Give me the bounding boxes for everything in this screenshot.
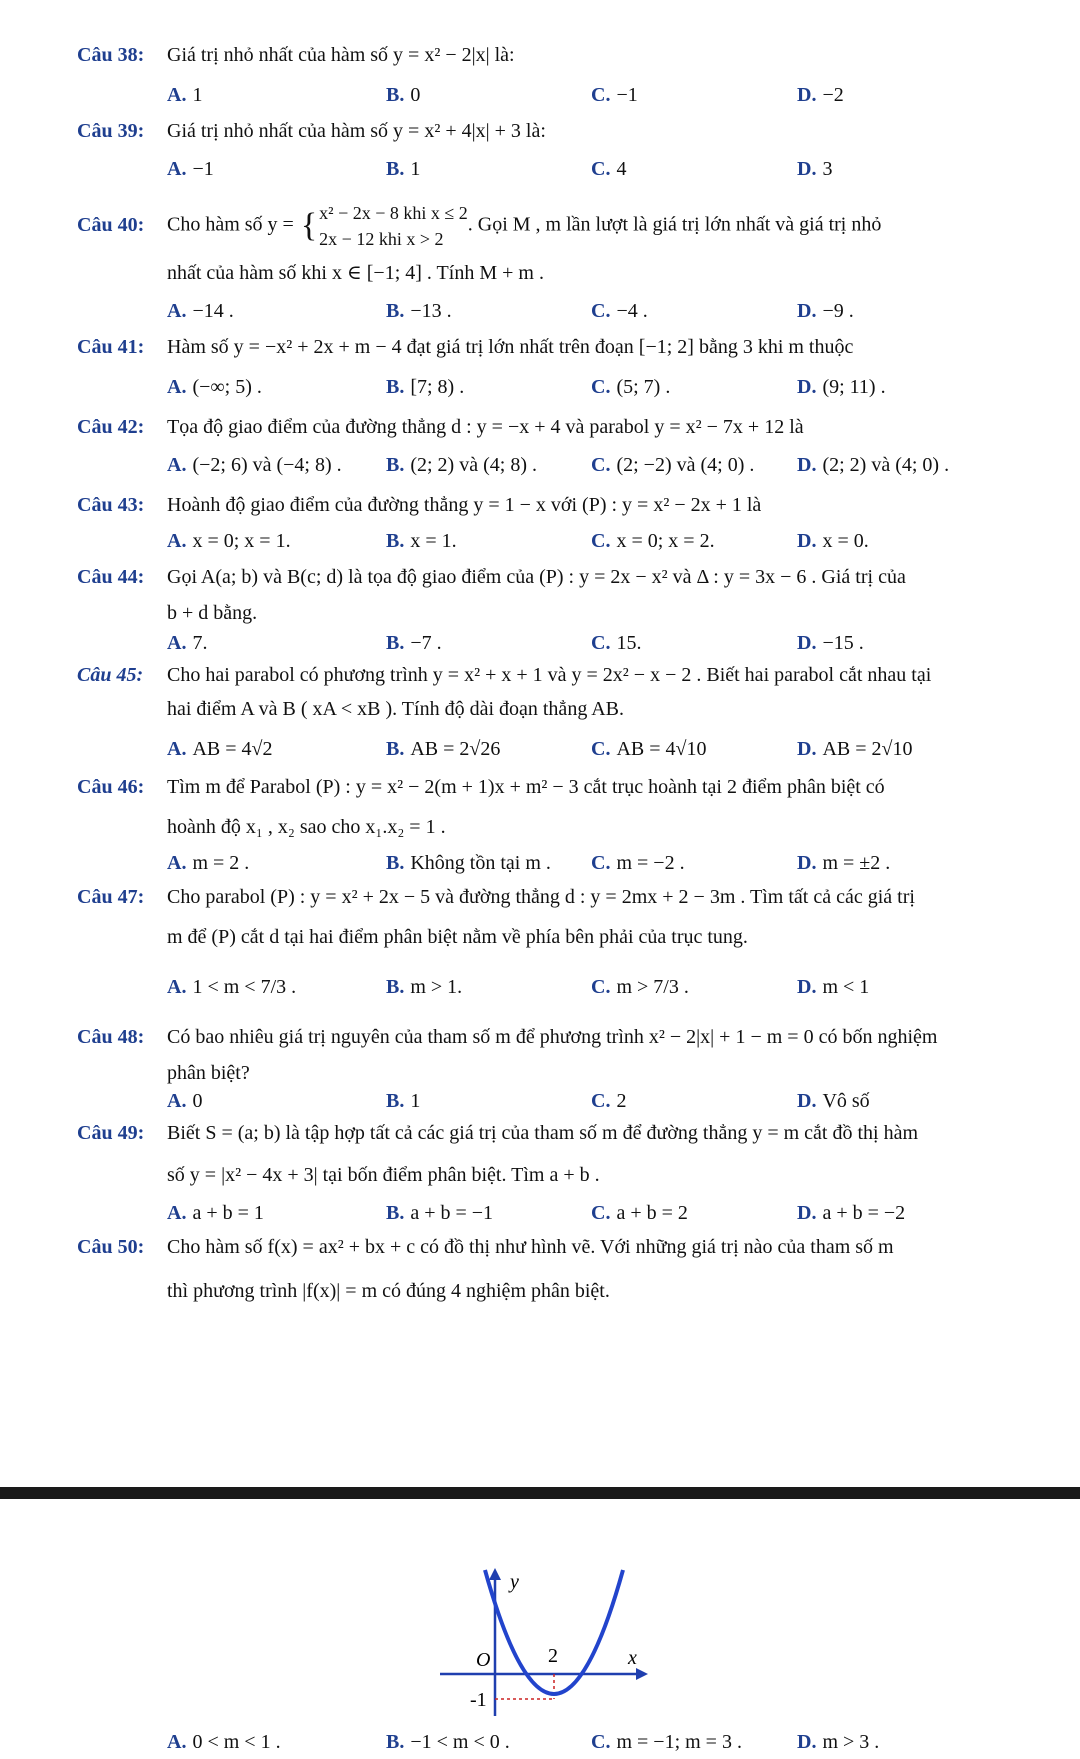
option-d[interactable]: D. Vô số <box>797 1090 870 1112</box>
question-number: Câu 43: <box>77 494 145 516</box>
question-41 <box>77 332 1002 362</box>
option-a[interactable]: A. 0 <box>167 1090 203 1112</box>
option-b[interactable]: B. (2; 2) và (4; 8) . <box>386 454 537 476</box>
question-text-cont: số y = |x² − 4x + 3| tại bốn điểm phân biệt. Tìm a + b . <box>167 1164 600 1186</box>
option-c[interactable]: C. x = 0; x = 2. <box>591 530 715 552</box>
question-40: Câu 40: Cho hàm số y = { x² − 2x − 8 khi x ≤ 2 2x − 12 khi x > 2 . Gọi M , m lần lượt là giá trị lớn nhất và giá trị nhỏ <box>77 200 1002 252</box>
question-text: Cho hàm số f(x) = ax² + bx + c có đồ thị như hình vẽ. Với những giá trị nào của tham số m <box>167 1236 894 1258</box>
question-text-cont: m để (P) cắt d tại hai điểm phân biệt nằm về phía bên phải của trục tung. <box>167 926 748 948</box>
question-number: Câu 41: <box>77 336 145 358</box>
question-text: Cho hai parabol có phương trình y = x² + x + 1 và y = 2x² − x − 2 . Biết hai parabol cắt nhau tại <box>167 664 932 686</box>
option-a[interactable]: A. (−2; 6) và (−4; 8) . <box>167 454 342 476</box>
option-a[interactable]: A. m = 2 . <box>167 852 250 874</box>
option-b[interactable]: B. −1 < m < 0 . <box>386 1731 510 1753</box>
option-b[interactable]: B. x = 1. <box>386 530 457 552</box>
option-b[interactable]: B. Không tồn tại m . <box>386 852 551 874</box>
option-b[interactable]: B. −13 . <box>386 300 452 322</box>
question-42 <box>77 412 1002 442</box>
question-text: Gọi A(a; b) và B(c; d) là tọa độ giao điểm của (P) : y = 2x − x² và Δ : y = 3x − 6 . Giá trị của <box>167 566 906 588</box>
option-c[interactable]: C. −4 . <box>591 300 648 322</box>
option-d[interactable]: D. m = ±2 . <box>797 852 891 874</box>
option-b[interactable]: B. a + b = −1 <box>386 1202 494 1224</box>
question-46 <box>77 772 1002 802</box>
question-number: Câu 45: <box>77 664 144 686</box>
option-c[interactable]: C. m = −2 . <box>591 852 685 874</box>
option-b[interactable]: B. [7; 8) . <box>386 376 465 398</box>
option-c[interactable]: C. 4 <box>591 158 627 180</box>
question-text-cont: b + d bằng. <box>167 602 258 624</box>
option-c[interactable]: C. −1 <box>591 84 638 106</box>
option-b[interactable]: B. 1 <box>386 1090 421 1112</box>
question-49 <box>77 1118 1002 1148</box>
option-d[interactable]: D. −9 . <box>797 300 854 322</box>
x-label: x <box>628 1647 637 1669</box>
tick-x-label: 2 <box>548 1645 558 1667</box>
question-number: Câu 47: <box>77 886 145 908</box>
question-number: Câu 42: <box>77 416 145 438</box>
question-number: Câu 40: <box>77 213 145 236</box>
question-text: Tọa độ giao điểm của đường thẳng d : y = −x + 4 và parabol y = x² − 7x + 12 là <box>167 416 804 438</box>
option-a[interactable]: A. −1 <box>167 158 214 180</box>
question-43 <box>77 490 1002 520</box>
question-text-cont: nhất của hàm số khi x ∈ [−1; 4] . Tính M + m . <box>167 262 544 284</box>
option-a[interactable]: A. AB = 4√2 <box>167 738 273 760</box>
option-a[interactable]: A. 7. <box>167 632 208 654</box>
question-number: Câu 48: <box>77 1026 145 1048</box>
option-c[interactable]: C. AB = 4√10 <box>591 738 707 760</box>
option-d[interactable]: D. x = 0. <box>797 530 869 552</box>
option-d[interactable]: D. (2; 2) và (4; 0) . <box>797 454 950 476</box>
question-text: Cho hàm số y = <box>167 213 294 236</box>
option-d[interactable]: D. a + b = −2 <box>797 1202 906 1224</box>
question-text: Giá trị nhỏ nhất của hàm số y = x² − 2|x| là: <box>167 44 515 66</box>
question-38 <box>77 40 1002 70</box>
question-text: Hoành độ giao điểm của đường thẳng y = 1 − x với (P) : y = x² − 2x + 1 là <box>167 494 762 516</box>
question-50 <box>77 1232 1002 1262</box>
question-text-cont: hoành độ x₁ , x₂ sao cho x₁.x₂ = 1 . <box>167 816 446 838</box>
question-number: Câu 46: <box>77 776 145 798</box>
option-b[interactable]: B. m > 1. <box>386 976 463 998</box>
piecewise-cases: x² − 2x − 8 khi x ≤ 2 2x − 12 khi x > 2 <box>319 203 468 249</box>
option-c[interactable]: C. m = −1; m = 3 . <box>591 1731 742 1753</box>
option-c[interactable]: C. m > 7/3 . <box>591 976 689 998</box>
question-text: Có bao nhiêu giá trị nguyên của tham số m để phương trình x² − 2|x| + 1 − m = 0 có bốn nghiệm <box>167 1026 938 1048</box>
option-b[interactable]: B. AB = 2√26 <box>386 738 501 760</box>
question-text: Tìm m để Parabol (P) : y = x² − 2(m + 1)x + m² − 3 cắt trục hoành tại 2 điểm phân biệt có <box>167 776 885 798</box>
question-47 <box>77 882 1002 912</box>
option-a[interactable]: A. (−∞; 5) . <box>167 376 262 398</box>
question-number: Câu 44: <box>77 566 145 588</box>
option-a[interactable]: A. 0 < m < 1 . <box>167 1731 281 1753</box>
option-b[interactable]: B. 0 <box>386 84 421 106</box>
option-b[interactable]: B. −7 . <box>386 632 442 654</box>
option-d[interactable]: D. m < 1 <box>797 976 870 998</box>
option-d[interactable]: D. AB = 2√10 <box>797 738 913 760</box>
page-divider <box>0 1487 1080 1499</box>
option-d[interactable]: D. m > 3 . <box>797 1731 880 1753</box>
question-number: Câu 39: <box>77 120 145 142</box>
piecewise-brace: { <box>300 207 318 244</box>
option-d[interactable]: D. −2 <box>797 84 844 106</box>
origin-label: O <box>476 1649 491 1671</box>
option-b[interactable]: B. 1 <box>386 158 421 180</box>
option-a[interactable]: A. 1 <box>167 84 203 106</box>
question-text: Giá trị nhỏ nhất của hàm số y = x² + 4|x| + 3 là: <box>167 120 546 142</box>
question-number: Câu 49: <box>77 1122 145 1144</box>
option-c[interactable]: C. 15. <box>591 632 642 654</box>
option-a[interactable]: A. 1 < m < 7/3 . <box>167 976 297 998</box>
parabola-graph <box>430 1568 670 1718</box>
option-c[interactable]: C. a + b = 2 <box>591 1202 688 1224</box>
question-45 <box>77 660 1002 690</box>
y-label: y <box>510 1571 519 1593</box>
option-a[interactable]: A. x = 0; x = 1. <box>167 530 291 552</box>
question-number: Câu 50: <box>77 1236 145 1258</box>
option-c[interactable]: C. 2 <box>591 1090 627 1112</box>
option-c[interactable]: C. (5; 7) . <box>591 376 671 398</box>
option-d[interactable]: D. 3 <box>797 158 833 180</box>
question-text: Biết S = (a; b) là tập hợp tất cả các giá trị của tham số m để đường thẳng y = m cắt đồ thị hàm <box>167 1122 919 1144</box>
question-number: Câu 38: <box>77 44 145 66</box>
question-text-cont: hai điểm A và B ( xA < xB ). Tính độ dài đoạn thẳng AB. <box>167 698 624 720</box>
question-text-cont: phân biệt? <box>167 1062 250 1084</box>
option-a[interactable]: A. −14 . <box>167 300 234 322</box>
x-axis-arrow-icon <box>636 1668 648 1680</box>
question-48 <box>77 1022 1002 1052</box>
y-axis-arrow-icon <box>489 1568 501 1580</box>
question-text: Hàm số y = −x² + 2x + m − 4 đạt giá trị lớn nhất trên đoạn [−1; 2] bằng 3 khi m thuộc <box>167 336 854 358</box>
option-c[interactable]: C. (2; −2) và (4; 0) . <box>591 454 755 476</box>
question-44 <box>77 562 1002 592</box>
option-a[interactable]: A. a + b = 1 <box>167 1202 264 1224</box>
question-text: Cho parabol (P) : y = x² + 2x − 5 và đường thẳng d : y = 2mx + 2 − 3m . Tìm tất cả các giá trị <box>167 886 915 908</box>
tick-y-label: -1 <box>470 1689 487 1711</box>
option-d[interactable]: D. −15 . <box>797 632 864 654</box>
question-39 <box>77 116 1002 146</box>
question-text-cont: thì phương trình |f(x)| = m có đúng 4 nghiệm phân biệt. <box>167 1280 610 1302</box>
option-d[interactable]: D. (9; 11) . <box>797 376 886 398</box>
